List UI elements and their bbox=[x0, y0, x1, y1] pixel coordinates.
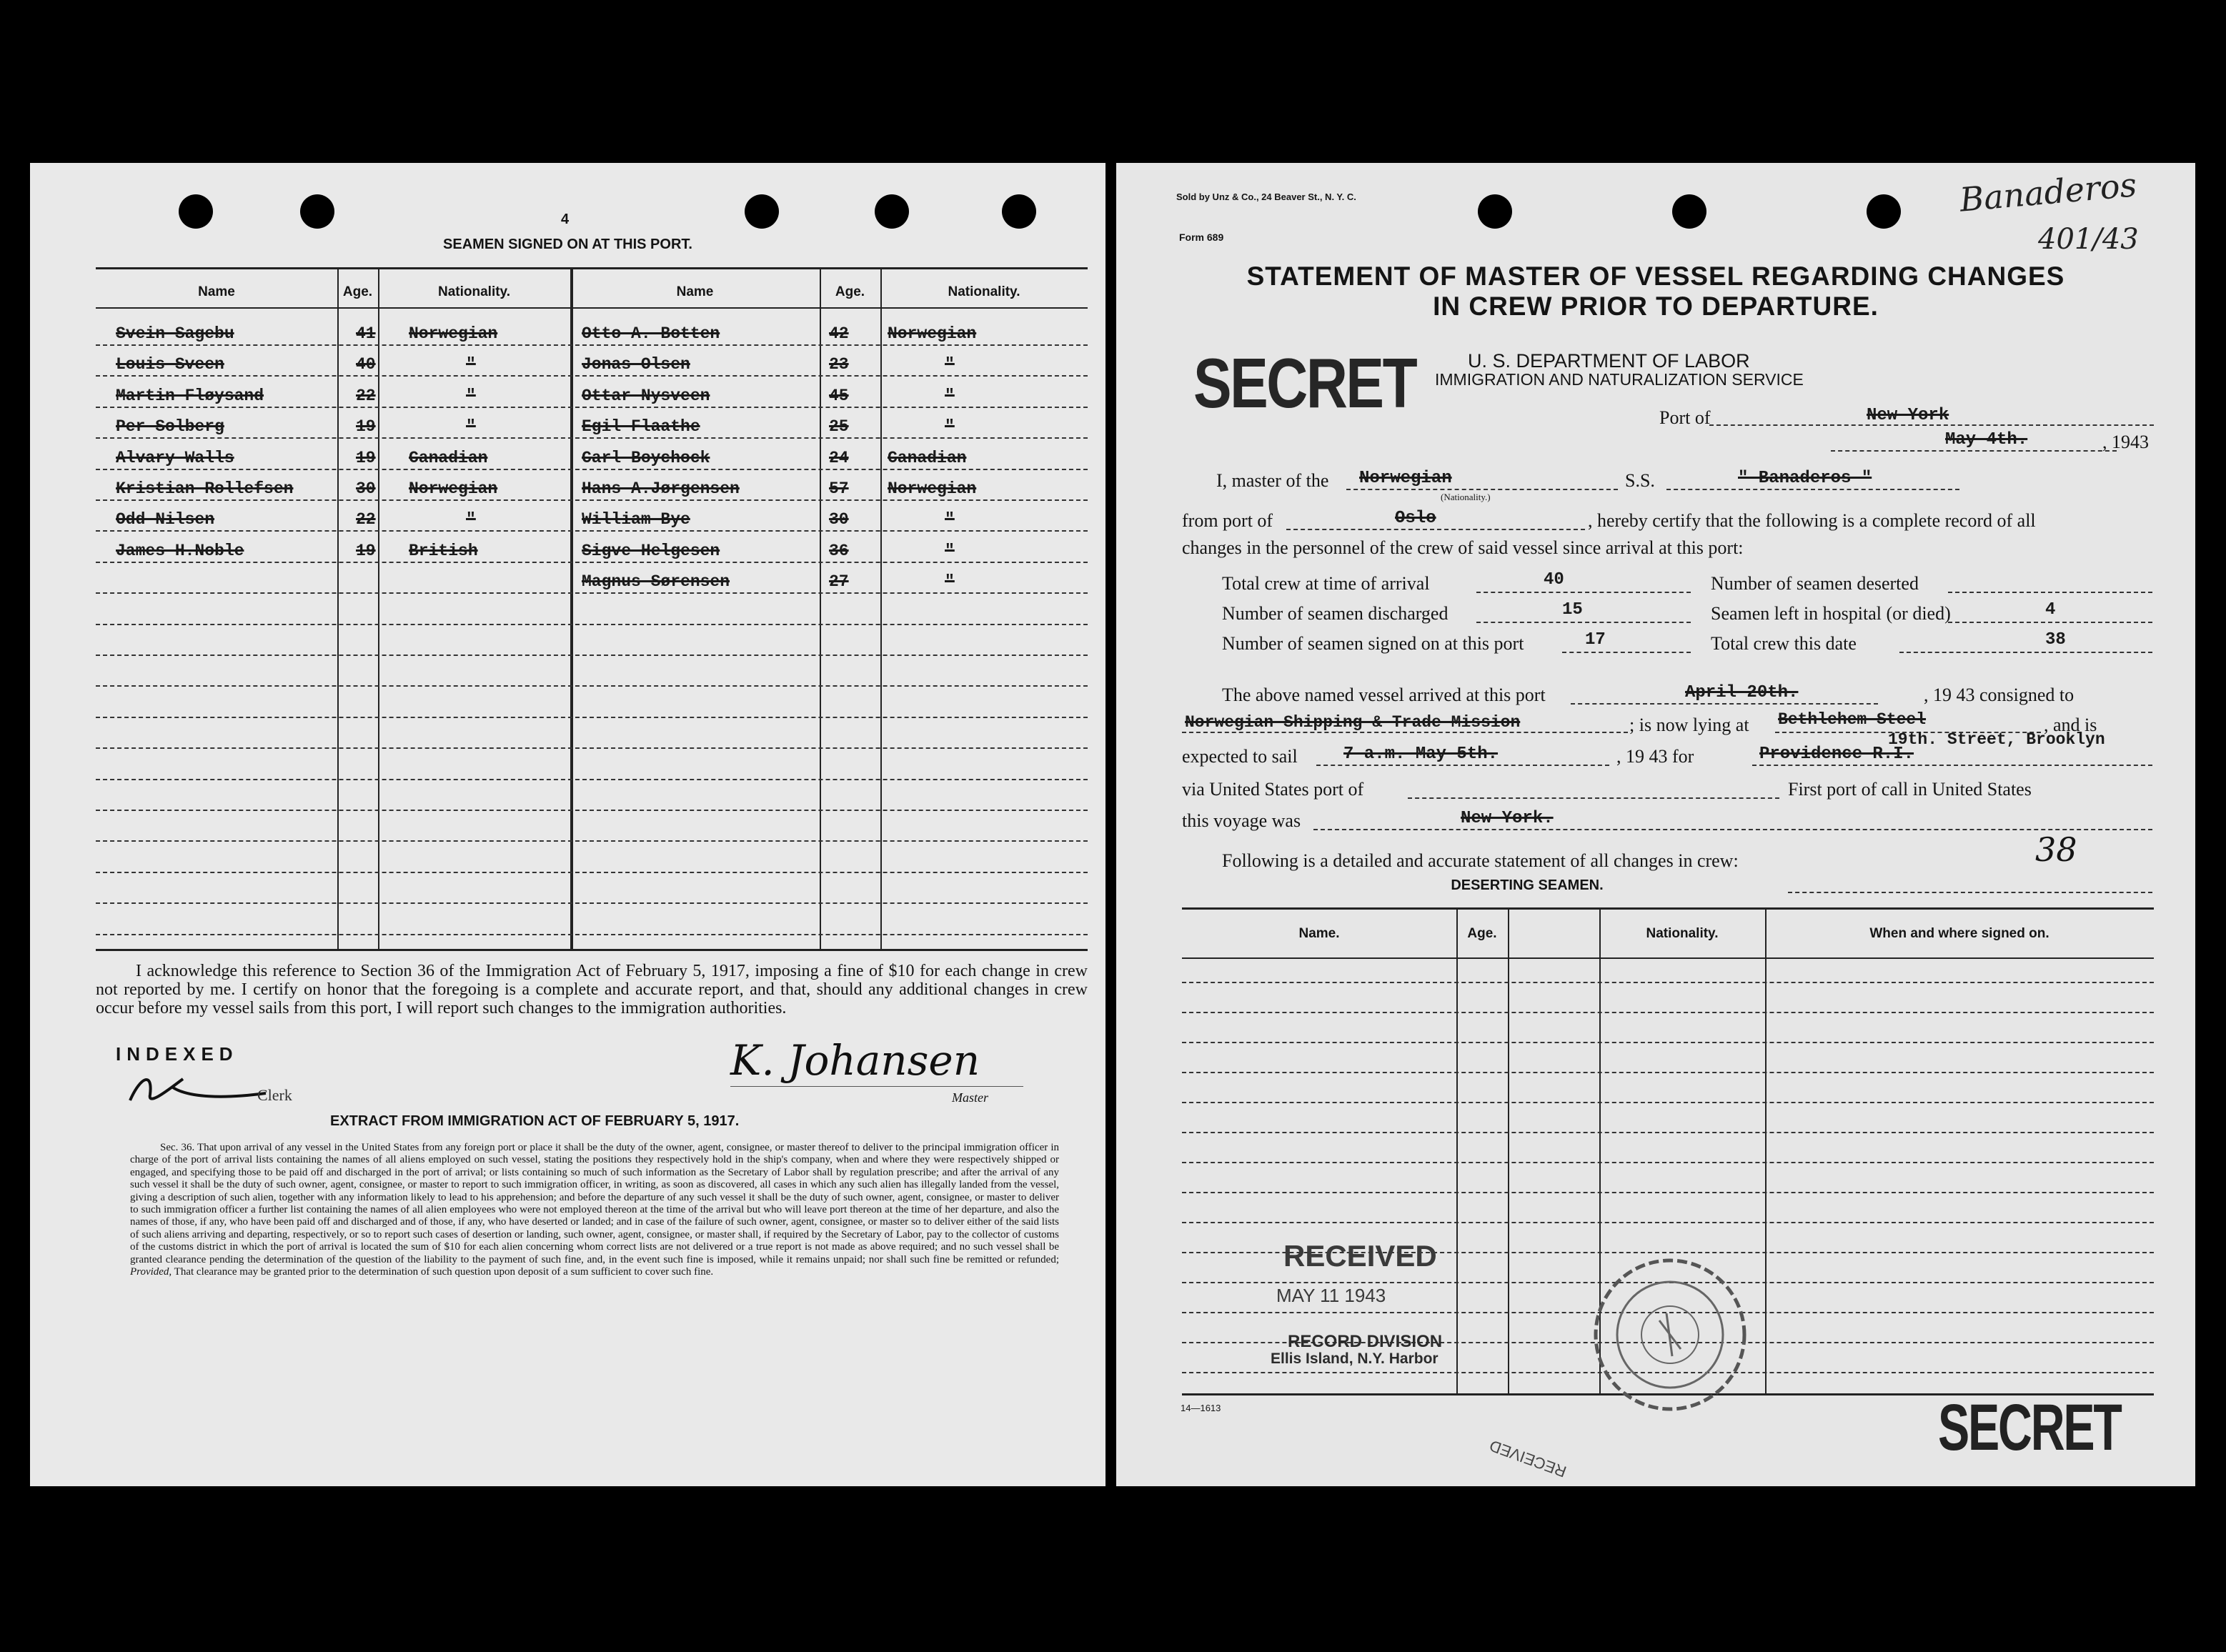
destination-line bbox=[1752, 765, 2152, 766]
extract-provided: Provided, bbox=[130, 1266, 172, 1278]
ruled-line bbox=[1182, 1192, 2154, 1193]
expected-label: expected to sail bbox=[1182, 746, 1298, 767]
seaman-name: James H.Noble bbox=[116, 542, 244, 560]
total-crew-arrival-label: Total crew at time of arrival bbox=[1222, 573, 1430, 594]
signed-on-value: 17 bbox=[1585, 630, 1606, 650]
nationality-caption: (Nationality.) bbox=[1441, 492, 1491, 502]
master-label: Master bbox=[952, 1090, 988, 1105]
ruled-line bbox=[1182, 1132, 2154, 1133]
ruled-line bbox=[96, 840, 1088, 842]
header-nationality: Nationality. bbox=[948, 284, 1020, 299]
ruled-line bbox=[96, 530, 1088, 532]
seaman-name: Svein Sagebu bbox=[116, 324, 234, 343]
arrived-value: April 20th. bbox=[1685, 683, 1799, 702]
seaman-age: 22 bbox=[356, 387, 376, 405]
table-bottom-border bbox=[96, 949, 1088, 951]
seaman-name: Carl Boychock bbox=[582, 449, 710, 467]
ruled-line bbox=[96, 779, 1088, 780]
lying-value: Bethlehem Steel bbox=[1778, 710, 1927, 729]
seaman-age: 45 bbox=[829, 387, 849, 405]
seaman-name: Odd Nilsen bbox=[116, 510, 215, 529]
ruled-line bbox=[96, 407, 1088, 408]
printer-note: Sold by Unz & Co., 24 Beaver St., N. Y. C. bbox=[1176, 191, 1356, 202]
discharged-value: 15 bbox=[1562, 600, 1583, 620]
date-line bbox=[1831, 450, 2117, 452]
ruled-line bbox=[96, 469, 1088, 470]
ruled-line bbox=[96, 717, 1088, 718]
header-age: Age. bbox=[342, 284, 373, 299]
nationality-line bbox=[1346, 489, 1618, 490]
seaman-age: 30 bbox=[356, 479, 376, 498]
arrived-year: , 19 43 consigned to bbox=[1924, 685, 2075, 705]
ruled-line bbox=[1182, 1012, 2154, 1013]
desert-header-age: Age. bbox=[1467, 926, 1497, 941]
seaman-nationality: " bbox=[945, 355, 955, 374]
seaman-nationality: " bbox=[945, 417, 955, 436]
lying-end: , and is bbox=[2044, 715, 2097, 735]
changes-text: changes in the personnel of the crew of said vessel since arrival at this port: bbox=[1182, 537, 1744, 558]
ruled-line bbox=[96, 655, 1088, 656]
seaman-age: 42 bbox=[829, 324, 849, 343]
received-date: MAY 11 1943 bbox=[1276, 1285, 1386, 1306]
punch-hole bbox=[179, 194, 213, 229]
hospital-line bbox=[1948, 622, 2152, 623]
discharged-line bbox=[1476, 622, 1691, 623]
total-crew-date-line bbox=[1899, 652, 2152, 653]
extract-body: That upon arrival of any vessel in the United States from any foreign port or place it shall be the duty of the owner, agent, consignee, or master thereof to deliver to the principal immigration officer in charge of the port of arrival lists containing the names of all aliens employed on such vessel, stating the positions they respectively hold in the ship's company, when and where they were respectively shipped or engaged, and specifying those to be paid off and discharged in the port of arrival; or lists containing so much of such information as the Secretary of Labor shall by regulation prescribe; and after the arrival of any such vessel it shall be the duty of such owner, agent, consignee, or master to report to such immigration officer, in writing, as soon as discovered, all cases in which any such alien has illegally landed from the vessel, giving a description of such alien, together with any information likely to lead to his apprehension; and before the departure of any such vessel it shall be the duty of such owner, agent, consignee, or master to deliver to such immigration officer a further list containing the names of all alien employees who were not employed thereon at the time of the arrival but who will leave port thereon at the time of her departure, and also the names of those, if any, who have been paid off and discharged and of those, if any, who have deserted or landed; and in case of the failure of such owner, agent, consignee, or master so to deliver either of the said lists of such aliens arriving and departing, respectively, or so to report such cases of desertion or landing, such owner, agent, consignee, or master shall, if required by the Secretary of Labor, pay to the collector of customs of the customs district in which the port of arrival is located the sum of $10 for each alien concerning whom correct lists are not delivered or a true report is not made as above required; and no such vessel shall be granted clearance pending the determination of the question of the liability to the payment of such fine, and, in the event such fine is imposed, while it remains unpaid; nor shall such fine be remitted or refunded; bbox=[130, 1142, 1059, 1265]
deserted-label: Number of seamen deserted bbox=[1711, 573, 1919, 594]
vessel-name: " Banaderos " bbox=[1738, 469, 1872, 488]
expected-value: 7 a.m. May 5th. bbox=[1343, 745, 1499, 764]
seaman-nationality: " bbox=[466, 387, 476, 405]
seaman-name: Sigve Helgesen bbox=[582, 542, 720, 560]
received-mirror-stamp: RECEIVED bbox=[1486, 1436, 1569, 1481]
seaman-age: 57 bbox=[829, 479, 849, 498]
consignee-line bbox=[1182, 732, 1628, 733]
page-number: 4 bbox=[561, 212, 570, 227]
round-seal-stamp bbox=[1581, 1249, 1759, 1420]
hospital-value: 4 bbox=[2045, 600, 2056, 620]
total-crew-arrival-line bbox=[1476, 592, 1691, 593]
seaman-nationality: " bbox=[945, 387, 955, 405]
ruled-line bbox=[96, 934, 1088, 935]
service: IMMIGRATION AND NATURALIZATION SERVICE bbox=[1435, 370, 1804, 389]
header-age: Age. bbox=[835, 284, 865, 299]
section-title: SEAMEN SIGNED ON AT THIS PORT. bbox=[443, 237, 692, 252]
seaman-nationality: " bbox=[466, 417, 476, 436]
hospital-label: Seamen left in hospital (or died) bbox=[1711, 603, 1951, 624]
desert-table-top bbox=[1182, 907, 2154, 910]
ellis-island: Ellis Island, N.Y. Harbor bbox=[1271, 1350, 1439, 1367]
voyage-line bbox=[1313, 829, 2152, 830]
ruled-line bbox=[96, 499, 1088, 501]
header-name: Name bbox=[676, 284, 714, 299]
lying-value-2: 19th. Street, Brooklyn bbox=[1888, 730, 2105, 749]
seaman-age: 23 bbox=[829, 355, 849, 374]
total-crew-date-label: Total crew this date bbox=[1711, 633, 1857, 654]
ruled-line bbox=[96, 562, 1088, 563]
header-name: Name bbox=[198, 284, 235, 299]
desert-col-divider bbox=[1765, 907, 1767, 1393]
certify-text: , hereby certify that the following is a complete record of all bbox=[1588, 510, 2036, 531]
from-port-value: Oslo bbox=[1395, 509, 1436, 528]
ruled-line bbox=[96, 872, 1088, 873]
seaman-nationality: Norwegian bbox=[409, 479, 498, 498]
deserting-title: DESERTING SEAMEN. bbox=[1451, 877, 1604, 893]
following-text: Following is a detailed and accurate statement of all changes in crew: bbox=[1222, 850, 1739, 871]
date-year: , 1943 bbox=[2102, 432, 2149, 452]
destination-value: Providence R.I. bbox=[1759, 745, 1914, 764]
ruled-line bbox=[96, 810, 1088, 811]
table-header-border bbox=[96, 307, 1088, 309]
seaman-name: Egil Flaathe bbox=[582, 417, 700, 436]
received-stamp: RECEIVED bbox=[1283, 1239, 1437, 1273]
ruled-line bbox=[1182, 1072, 2154, 1073]
seaman-name: Alvary Walls bbox=[116, 449, 234, 467]
ruled-line bbox=[96, 437, 1088, 439]
seaman-nationality: Norwegian bbox=[409, 324, 498, 343]
extract-end: That clearance may be granted prior to the determination of such question upon deposit of a sum sufficient to cover such fine. bbox=[174, 1266, 714, 1278]
discharged-label: Number of seamen discharged bbox=[1222, 603, 1449, 624]
seaman-nationality: Canadian bbox=[409, 449, 488, 467]
record-division: RECORD DIVISION bbox=[1288, 1332, 1443, 1351]
seaman-nationality: " bbox=[466, 355, 476, 374]
handwritten-file-number: 401/43 bbox=[2038, 223, 2139, 256]
col-divider bbox=[337, 267, 339, 949]
seaman-name: Otto A. Botten bbox=[582, 324, 720, 343]
seaman-name: Martin Fløysand bbox=[116, 387, 264, 405]
seaman-name: Jonas Olsen bbox=[582, 355, 690, 374]
seaman-nationality: Norwegian bbox=[888, 479, 977, 498]
form-code: 14—1613 bbox=[1181, 1403, 1221, 1413]
col-divider bbox=[880, 267, 882, 949]
seaman-age: 22 bbox=[356, 510, 376, 529]
handwritten-38: 38 bbox=[2035, 830, 2077, 869]
clerk-label: Clerk bbox=[257, 1086, 292, 1104]
ruled-line bbox=[96, 747, 1088, 749]
seaman-nationality: " bbox=[945, 572, 955, 591]
voyage-label: this voyage was bbox=[1182, 810, 1301, 831]
arrived-line bbox=[1571, 703, 1878, 705]
desert-header-name: Name. bbox=[1298, 926, 1340, 941]
handwritten-vessel-name: Banaderos bbox=[1958, 165, 2139, 219]
seaman-age: 24 bbox=[829, 449, 849, 467]
col-divider-center bbox=[570, 267, 573, 949]
desert-col-divider bbox=[1508, 907, 1509, 1393]
ruled-line bbox=[1182, 1042, 2154, 1043]
first-port-label: First port of call in United States bbox=[1788, 779, 2032, 800]
master-of-label: I, master of the bbox=[1216, 470, 1329, 491]
table-top-border bbox=[96, 267, 1088, 269]
ruled-line bbox=[96, 685, 1088, 687]
arrived-label: The above named vessel arrived at this port bbox=[1222, 685, 1546, 705]
seaman-nationality: " bbox=[945, 542, 955, 560]
ruled-line bbox=[96, 902, 1088, 904]
seaman-age: 19 bbox=[356, 449, 376, 467]
seaman-age: 41 bbox=[356, 324, 376, 343]
secret-stamp-bottom: SECRET bbox=[1938, 1391, 2121, 1464]
seaman-name: Louis Sveen bbox=[116, 355, 224, 374]
seaman-nationality: Norwegian bbox=[888, 324, 977, 343]
seaman-nationality: Canadian bbox=[888, 449, 967, 467]
seaman-name: Kristian Rollefsen bbox=[116, 479, 294, 498]
seaman-name: Magnus Sørensen bbox=[582, 572, 730, 591]
punch-hole bbox=[1867, 194, 1901, 229]
ruled-line bbox=[1182, 982, 2154, 983]
seaman-age: 40 bbox=[356, 355, 376, 374]
voyage-value: New York. bbox=[1461, 809, 1554, 828]
desert-col-divider bbox=[1456, 907, 1458, 1393]
ruled-line bbox=[96, 344, 1088, 346]
ruled-line bbox=[1182, 1222, 2154, 1223]
seaman-age: 30 bbox=[829, 510, 849, 529]
consignee-value: Norwegian Shipping & Trade Mission bbox=[1185, 713, 1521, 732]
extract-text bbox=[130, 1142, 1059, 1278]
punch-hole bbox=[875, 194, 909, 229]
expected-year: , 19 43 for bbox=[1616, 746, 1694, 767]
punch-hole bbox=[300, 194, 334, 229]
seaman-nationality: British bbox=[409, 542, 478, 560]
form-title-line2: IN CREW PRIOR TO DEPARTURE. bbox=[1433, 292, 1879, 321]
col-divider bbox=[820, 267, 821, 949]
punch-hole bbox=[1672, 194, 1706, 229]
seaman-nationality: " bbox=[945, 510, 955, 529]
seaman-name: Hans A.Jørgensen bbox=[582, 479, 740, 498]
desert-header-nationality: Nationality. bbox=[1646, 926, 1719, 941]
nationality-value: Norwegian bbox=[1359, 469, 1452, 488]
extract-section: Sec. 36. bbox=[160, 1142, 195, 1153]
vessel-name-line bbox=[1666, 489, 1959, 490]
extract-title: EXTRACT FROM IMMIGRATION ACT OF FEBRUARY 5, 1917. bbox=[330, 1113, 740, 1129]
master-signature: K. Johansen bbox=[730, 1036, 980, 1085]
department: U. S. DEPARTMENT OF LABOR bbox=[1468, 350, 1750, 372]
punch-hole bbox=[1478, 194, 1512, 229]
signed-on-label: Number of seamen signed on at this port bbox=[1222, 633, 1524, 654]
total-crew-arrival-value: 40 bbox=[1544, 570, 1564, 589]
port-of-label: Port of bbox=[1659, 407, 1711, 428]
right-page bbox=[1116, 163, 2195, 1486]
ruled-line bbox=[96, 592, 1088, 594]
seaman-name: Per Solberg bbox=[116, 417, 224, 436]
ruled-line bbox=[96, 375, 1088, 377]
seaman-age: 19 bbox=[356, 542, 376, 560]
seaman-age: 36 bbox=[829, 542, 849, 560]
form-title-line1: STATEMENT OF MASTER OF VESSEL REGARDING CHANGES bbox=[1246, 262, 2065, 291]
from-port-line bbox=[1286, 529, 1585, 530]
punch-hole bbox=[1002, 194, 1036, 229]
seaman-age: 27 bbox=[829, 572, 849, 591]
seaman-age: 25 bbox=[829, 417, 849, 436]
date-value: May 4th. bbox=[1945, 430, 2028, 449]
total-crew-date-value: 38 bbox=[2045, 630, 2066, 650]
signature-line bbox=[730, 1086, 1023, 1087]
ruled-line bbox=[96, 624, 1088, 625]
seaman-name: Ottar Nysveen bbox=[582, 387, 710, 405]
seaman-nationality: " bbox=[466, 510, 476, 529]
via-label: via United States port of bbox=[1182, 779, 1364, 800]
punch-hole bbox=[745, 194, 779, 229]
left-page bbox=[30, 163, 1105, 1486]
lying-label: ; is now lying at bbox=[1629, 715, 1749, 735]
header-nationality: Nationality. bbox=[438, 284, 510, 299]
form-number: Form 689 bbox=[1179, 232, 1224, 243]
from-port-label: from port of bbox=[1182, 510, 1273, 531]
seaman-age: 19 bbox=[356, 417, 376, 436]
signed-on-line bbox=[1562, 652, 1691, 653]
desert-table-header-border bbox=[1182, 957, 2154, 959]
seaman-name: William Bye bbox=[582, 510, 690, 529]
clerk-initials-signature bbox=[123, 1066, 273, 1110]
port-of-value: New York bbox=[1867, 406, 1949, 425]
deserted-line bbox=[1948, 592, 2152, 593]
acknowledgement-text: I acknowledge this reference to Section 36 of the Immigration Act of February 5, 1917, imposing a fine of $10 for each change in crew not reported by me. I certify on honor that the foregoing is a complete and accurate report, and that, should any additional changes in crew occur before my vessel sails from this port, I will report such changes to the immigration authorities. bbox=[96, 962, 1088, 1017]
ss-label: S.S. bbox=[1625, 470, 1655, 491]
secret-stamp: SECRET bbox=[1193, 344, 1416, 422]
expected-line bbox=[1316, 765, 1609, 766]
col-divider bbox=[378, 267, 379, 949]
desert-header-when-where: When and where signed on. bbox=[1869, 926, 2049, 941]
ruled-line bbox=[1182, 1102, 2154, 1103]
via-line bbox=[1408, 797, 1779, 799]
ruled-line bbox=[1182, 1162, 2154, 1163]
indexed-stamp: INDEXED bbox=[116, 1043, 239, 1065]
